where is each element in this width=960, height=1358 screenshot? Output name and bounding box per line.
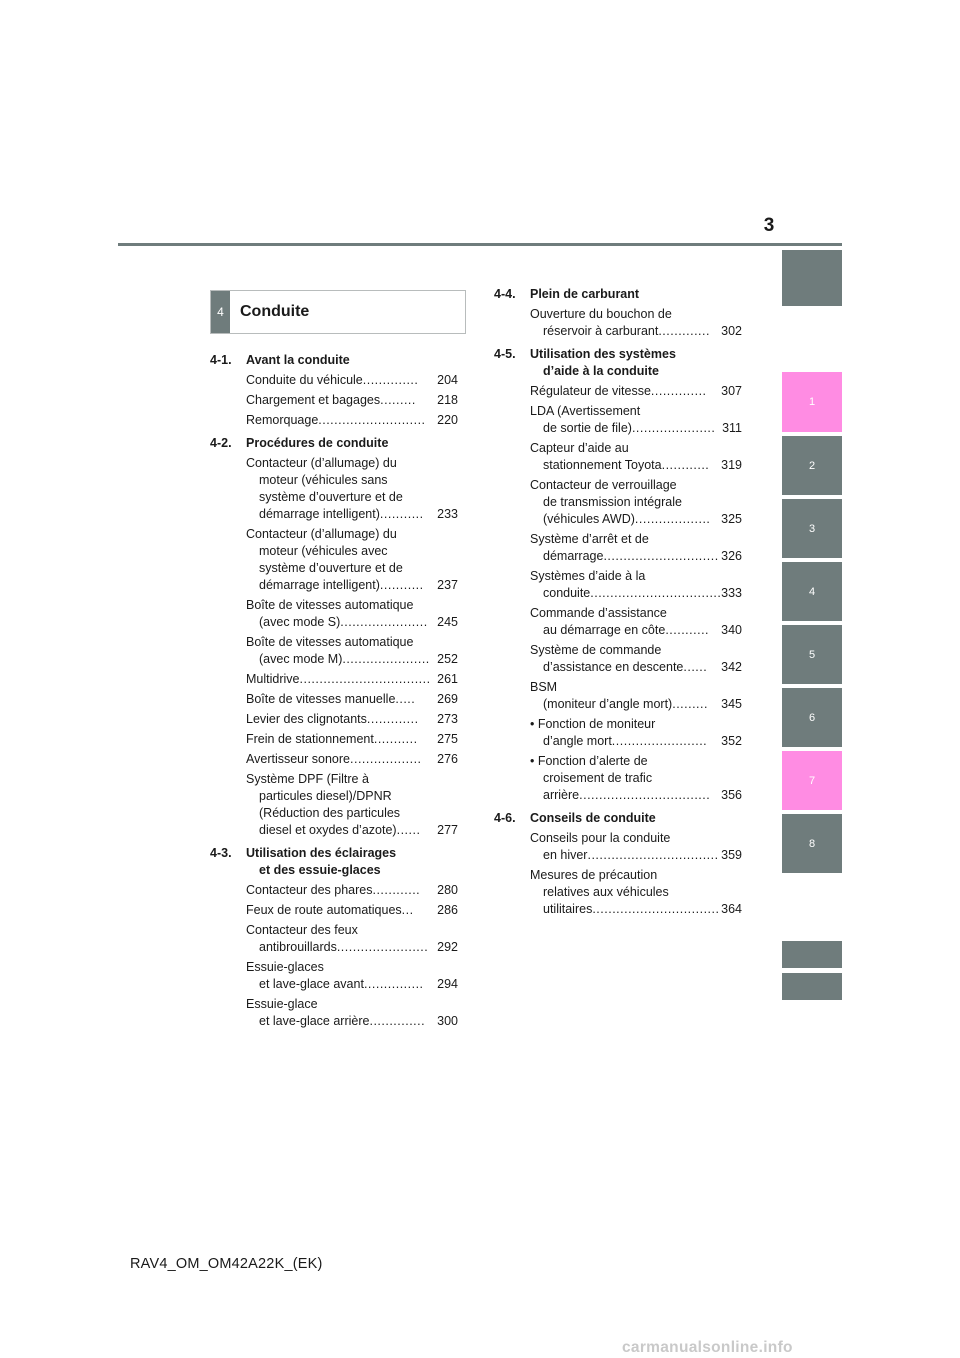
toc-entry-text: en hiver [543,848,588,862]
toc-entry-line [530,585,742,602]
watermark: carmanualsonline.info [622,1339,793,1356]
toc-entry-text: Multidrive [246,672,300,686]
toc-page-number: 307 [721,384,742,398]
toc-entry-line [530,787,742,804]
toc-entry-text: BSM [530,680,558,694]
toc-entry-text: de transmission intégrale [543,495,682,509]
header-rule [118,243,842,246]
side-tab-4[interactable] [782,562,842,621]
toc-entry-line [246,939,458,956]
toc-page-number: 280 [437,883,458,897]
toc-leader-dots: ............ [372,883,421,897]
toc-entry-line [530,457,742,474]
section-number: 4-3. [210,846,232,860]
toc-entry[interactable] [530,477,742,528]
toc-entry-text: Frein de stationnement [246,732,374,746]
toc-entry[interactable] [246,771,458,839]
toc-entry-text: d’angle mort [543,734,612,748]
toc-entry-text: démarrage intelligent) [259,507,380,521]
section-title-line: Plein de carburant [530,287,640,301]
side-tab-8[interactable] [782,814,842,873]
side-tab-label: 3 [808,522,816,535]
side-tab-label: 7 [808,774,816,787]
toc-leader-dots: ................................. [579,788,711,802]
toc-entry-line [530,323,742,340]
toc-page-number: 286 [437,903,458,917]
toc-entry-line [530,622,742,639]
toc-leader-dots: ........... [379,507,424,521]
toc-page-number: 311 [722,421,742,435]
toc-page-number: 277 [437,823,458,837]
toc-entry-line [246,614,458,631]
toc-entry-text: diesel et oxydes d’azote) [259,823,397,837]
toc-entry-line [246,671,458,688]
toc-entry-text: Conduite du véhicule [246,373,363,387]
toc-entry[interactable] [530,716,742,750]
toc-entry-line [530,733,742,750]
side-tab-label: 2 [808,459,816,472]
toc-leader-dots: ........... [373,732,418,746]
toc-leader-dots: ........................ [611,734,708,748]
side-tab-blank-top[interactable] [782,250,842,306]
toc-leader-dots: .............. [650,384,707,398]
toc-entry-text: Essuie-glaces [246,960,324,974]
toc-entry-text: relatives aux véhicules [543,885,669,899]
toc-entry[interactable] [246,959,458,993]
toc-entry-text: Contacteur (d’allumage) du [246,527,397,541]
toc-page-number: 342 [721,660,742,674]
toc-entry-text: Capteur d’aide au [530,441,629,455]
section-title-line: et des essuie-glaces [259,863,381,877]
toc-page-number: 233 [437,507,458,521]
toc-entry-line [246,691,458,708]
toc-page-number: 245 [437,615,458,629]
toc-entry-line [246,412,458,429]
toc-leader-dots: ......... [672,697,708,711]
toc-leader-dots: ............ [661,458,710,472]
toc-leader-dots: .............. [362,373,419,387]
toc-entry[interactable] [246,751,458,768]
toc-page-number: 276 [437,752,458,766]
toc-entry[interactable] [246,902,458,919]
toc-entry-text: Remorquage [246,413,319,427]
toc-entry[interactable] [530,867,742,918]
toc-page-number: 326 [721,549,742,563]
toc-entry[interactable] [246,922,458,956]
section-title-line: Procédures de conduite [246,436,389,450]
toc-page-number: 340 [721,623,742,637]
side-tab-label: 5 [808,648,816,661]
side-tab-5[interactable] [782,625,842,684]
toc-entry-text: Système DPF (Filtre à [246,772,369,786]
side-tab-label: 4 [808,585,816,598]
toc-entry-text: Mesures de précaution [530,868,658,882]
toc-entry-text: système d’ouverture et de [259,561,403,575]
chapter-heading [210,290,466,334]
toc-entry[interactable] [246,455,458,523]
toc-page-number: 359 [721,848,742,862]
toc-entry[interactable] [246,996,458,1030]
toc-entry-text: (avec mode S) [259,615,341,629]
toc-leader-dots: ............. [658,324,710,338]
toc-entry[interactable] [246,634,458,668]
toc-page-number: 352 [721,734,742,748]
toc-entry-line [246,372,458,389]
section-number: 4-1. [210,353,232,367]
toc-entry-text: Contacteur de verrouillage [530,478,677,492]
toc-entry-line [246,882,458,899]
toc-entry-text: Système d’arrêt et de [530,532,649,546]
section-heading [494,286,742,303]
section-title [246,845,458,879]
toc-entry-text: Feux de route automatiques [246,903,402,917]
toc-entry-text: de sortie de file) [543,421,632,435]
toc-entry[interactable] [246,671,458,688]
toc-leader-dots: ............... [363,977,424,991]
section-title-line: d’aide à la conduite [543,364,659,378]
toc-entry[interactable] [530,642,742,676]
section-heading [210,352,458,369]
toc-entry-line [246,651,458,668]
toc-leader-dots: ........... [379,578,424,592]
toc-page-number: 333 [721,586,742,600]
toc-leader-dots: ................... [634,512,711,526]
side-tab-label: 8 [808,837,816,850]
toc-page-number: 204 [437,373,458,387]
toc-leader-dots: ................................. [590,586,722,600]
toc-entry-text: démarrage [543,549,604,563]
side-tab-1[interactable] [782,372,842,432]
toc-entry-line [530,659,742,676]
section-title [530,346,742,380]
toc-entry-text: Contacteur des phares [246,883,373,897]
toc-entry-text: moteur (véhicules avec [259,544,388,558]
toc-entry-text: Contacteur des feux [246,923,358,937]
toc-entry[interactable] [530,306,742,340]
toc-leader-dots: ... [401,903,414,917]
toc-page-number: 356 [721,788,742,802]
toc-leader-dots: ................................ [592,902,720,916]
toc-page-number: 273 [437,712,458,726]
side-tab-blank-index-1[interactable] [782,941,842,968]
toc-entry[interactable] [246,526,458,594]
toc-entry-text: Chargement et bagages [246,393,381,407]
toc-entry-line [246,711,458,728]
section-title [530,286,742,303]
toc-entry-text: démarrage intelligent) [259,578,380,592]
toc-entry-text: (Réduction des particules [259,806,401,820]
toc-entry-line [530,847,742,864]
side-tab-blank-index-2[interactable] [782,973,842,1000]
section-title [246,435,458,452]
chapter-title: Conduite [240,303,310,320]
toc-entry[interactable] [246,412,458,429]
toc-entry-line [246,506,458,523]
toc-entry-line [530,696,742,713]
section-number: 4-6. [494,811,516,825]
toc-entry[interactable] [246,882,458,899]
toc-entry-text: arrière [543,788,580,802]
toc-page-number: 275 [437,732,458,746]
toc-entry[interactable] [530,830,742,864]
toc-entry[interactable] [530,605,742,639]
section-title-line: Conseils de conduite [530,811,656,825]
toc-entry-text: Essuie-glace [246,997,318,1011]
toc-entry-line [530,901,742,918]
toc-page-number: 364 [721,902,742,916]
toc-entry-text: LDA (Avertissement [530,404,641,418]
toc-page-number: 269 [437,692,458,706]
toc-entry[interactable] [530,531,742,565]
toc-leader-dots: ................................. [587,848,719,862]
toc-entry[interactable] [530,679,742,713]
toc-column-left [210,352,458,1030]
toc-leader-dots: ............. [366,712,419,726]
side-tab-7[interactable] [782,751,842,810]
toc-entry-line [246,1013,458,1030]
section-number: 4-2. [210,436,232,450]
toc-entry-text: croisement de trafic [543,771,653,785]
toc-entry-text: d’assistance en descente [543,660,684,674]
toc-page-number: 325 [721,512,742,526]
chapter-number: 4 [211,291,230,333]
toc-entry-text: Système de commande [530,643,662,657]
toc-entry-text: système d’ouverture et de [259,490,403,504]
toc-entry[interactable] [246,691,458,708]
toc-page-number: 300 [437,1014,458,1028]
toc-entry[interactable] [246,731,458,748]
toc-entry[interactable] [530,440,742,474]
toc-page-number: 218 [437,393,458,407]
section-heading [210,845,458,879]
toc-page-number: 220 [437,413,458,427]
toc-entry-line [246,731,458,748]
page-number: 3 [763,215,775,236]
toc-leader-dots: ............................. [603,549,719,563]
toc-entry-text: Ouverture du bouchon de [530,307,672,321]
toc-entry[interactable] [530,753,742,804]
toc-entry-text: réservoir à carburant [543,324,659,338]
toc-entry[interactable] [530,383,742,400]
toc-entry-text: Levier des clignotants [246,712,367,726]
toc-entry-text: Commande d’assistance [530,606,667,620]
toc-page-number: 237 [437,578,458,592]
toc-page-number: 345 [721,697,742,711]
toc-entry-text: • Fonction de moniteur [530,717,656,731]
toc-entry-line [246,976,458,993]
toc-entry-line [530,511,742,528]
toc-leader-dots: ...................... [340,615,428,629]
toc-entry-text: • Fonction d’alerte de [530,754,648,768]
toc-leader-dots: ....................... [336,940,429,954]
toc-entry-line [246,577,458,594]
toc-entry-text: utilitaires [543,902,593,916]
toc-entry[interactable] [530,403,742,437]
toc-entry-text: et lave-glace avant [259,977,364,991]
side-tab-label: 6 [808,711,816,724]
toc-entry-text: Avertisseur sonore [246,752,350,766]
toc-entry[interactable] [246,711,458,728]
toc-entry-text: conduite [543,586,591,600]
toc-leader-dots: ........................... [318,413,426,427]
section-heading [494,810,742,827]
side-tab-label: 1 [808,396,816,408]
section-heading [210,435,458,452]
side-tab-2[interactable] [782,436,842,495]
toc-leader-dots: ..... [395,692,416,706]
toc-entry[interactable] [530,568,742,602]
section-title [530,810,742,827]
toc-leader-dots: ...... [683,660,708,674]
toc-leader-dots: ........... [665,623,710,637]
toc-page-number: 292 [437,940,458,954]
toc-entry[interactable] [246,392,458,409]
section-title-line: Utilisation des systèmes [530,347,676,361]
toc-entry-text: Régulateur de vitesse [530,384,651,398]
toc-page-number: 319 [721,458,742,472]
section-number: 4-4. [494,287,516,301]
toc-entry-text: Systèmes d’aide à la [530,569,646,583]
section-title-line: Utilisation des éclairages [246,846,397,860]
toc-entry-text: Conseils pour la conduite [530,831,671,845]
toc-entry[interactable] [246,597,458,631]
toc-leader-dots: ...... [396,823,421,837]
toc-page-number: 302 [721,324,742,338]
toc-entry-line [530,383,742,400]
toc-entry-text: Contacteur (d’allumage) du [246,456,397,470]
toc-entry-text: antibrouillards [259,940,337,954]
toc-entry-text: particules diesel)/DPNR [259,789,392,803]
document-code: RAV4_OM_OM42A22K_(EK) [130,1256,323,1272]
side-tab-3[interactable] [782,499,842,558]
section-title-line: Avant la conduite [246,353,350,367]
section-title [246,352,458,369]
toc-entry-text: (véhicules AWD) [543,512,635,526]
toc-entry-text: au démarrage en côte [543,623,666,637]
side-tab-6[interactable] [782,688,842,747]
section-heading [494,346,742,380]
toc-entry-text: stationnement Toyota [543,458,662,472]
toc-entry-line [530,548,742,565]
toc-entry-text: Boîte de vitesses manuelle [246,692,396,706]
toc-column-right [494,286,742,918]
toc-leader-dots: ......... [380,393,416,407]
toc-leader-dots: ................................. [299,672,431,686]
toc-entry-text: (avec mode M) [259,652,343,666]
toc-entry-text: moteur (véhicules sans [259,473,388,487]
toc-page-number: 261 [437,672,458,686]
toc-leader-dots: ..................... [631,421,716,435]
toc-entry-text: Boîte de vitesses automatique [246,635,414,649]
toc-leader-dots: .............. [369,1014,426,1028]
toc-page-number: 294 [437,977,458,991]
section-number: 4-5. [494,347,516,361]
toc-entry-text: et lave-glace arrière [259,1014,370,1028]
toc-entry-line [246,751,458,768]
toc-entry-line [530,420,742,437]
toc-entry-text: (moniteur d’angle mort) [543,697,673,711]
toc-entry-line [246,822,458,839]
toc-entry-text: Boîte de vitesses automatique [246,598,414,612]
toc-leader-dots: ...................... [342,652,430,666]
toc-entry[interactable] [246,372,458,389]
toc-leader-dots: .................. [350,752,422,766]
toc-entry-line [246,392,458,409]
toc-page-number: 252 [437,652,458,666]
toc-entry-line [246,902,458,919]
